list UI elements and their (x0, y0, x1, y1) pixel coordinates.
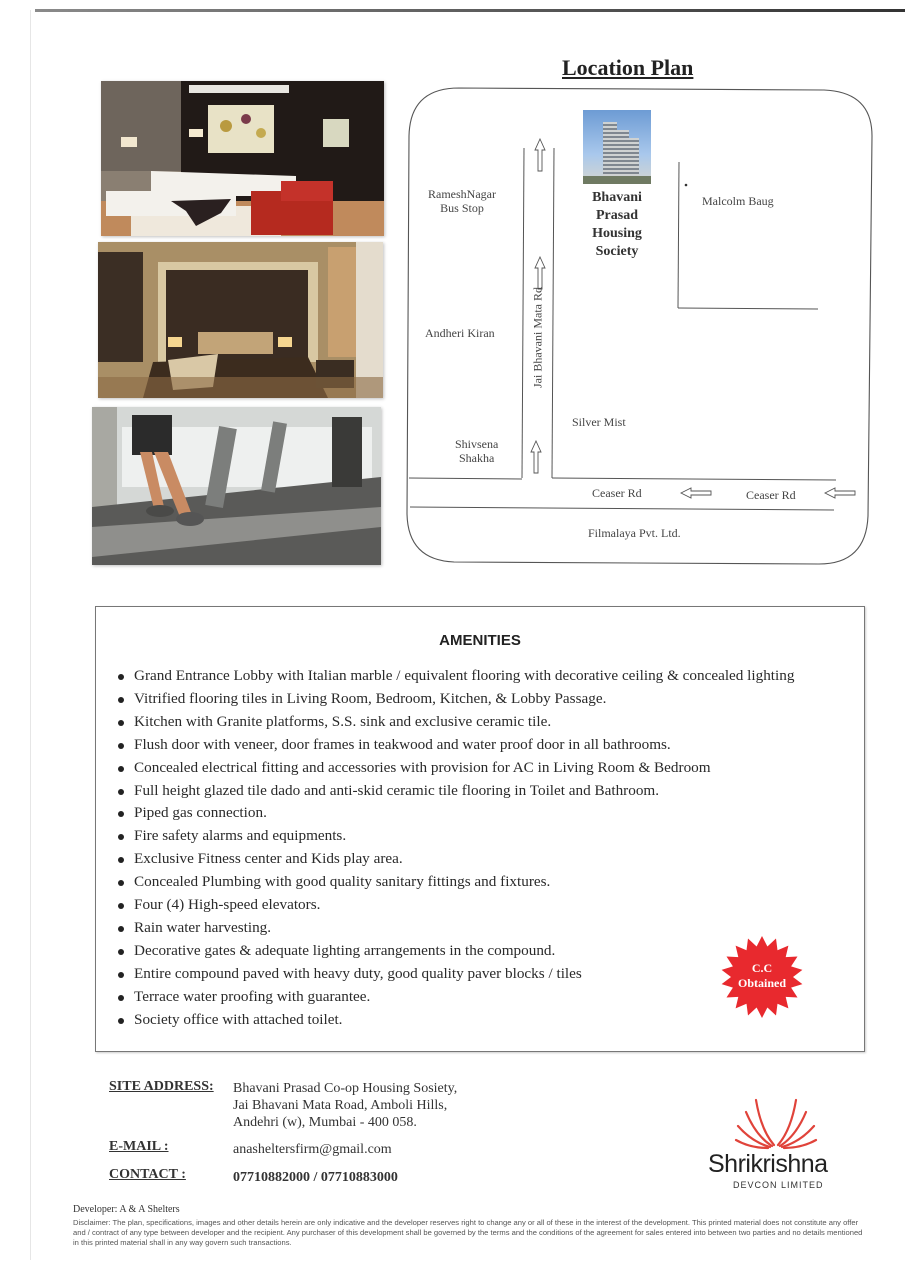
landmark-shivsena-shakha (455, 437, 498, 465)
landmark-silver-mist: Silver Mist (572, 415, 626, 429)
contact-label: CONTACT : (109, 1167, 186, 1182)
site-address-label: SITE ADDRESS: (109, 1079, 214, 1094)
landmark-line: RameshNagar (428, 187, 496, 201)
cc-obtained-badge (720, 961, 804, 991)
page-scan-edge (30, 10, 31, 1260)
amenities-title: AMENITIES (439, 632, 521, 649)
address-line: Jai Bhavani Mata Road, Amboli Hills, (233, 1098, 448, 1113)
amenity-item: Four (4) High-speed elevators. (114, 894, 794, 917)
amenity-item: Kitchen with Granite platforms, S.S. sink and exclusive ceramic tile. (114, 711, 794, 734)
arrow-left-icon (680, 487, 712, 499)
amenity-item: Decorative gates & adequate lighting arrangements in the compound. (114, 940, 794, 963)
amenity-item: Fire safety alarms and equipments. (114, 825, 794, 848)
badge-line: Obtained (737, 976, 786, 990)
contact-phones[interactable]: 07710882000 / 07710883000 (233, 1170, 398, 1185)
amenity-item: Entire compound paved with heavy duty, good quality paver blocks / tiles (114, 963, 794, 986)
tower (629, 138, 639, 178)
bedroom-photo (98, 242, 383, 398)
landmark-rameshnagar (428, 187, 496, 215)
ground (583, 176, 651, 184)
living-room-photo (101, 81, 384, 236)
logo-subtitle: DEVCON LIMITED (733, 1180, 824, 1190)
developer-line: Developer: A & A Shelters (73, 1204, 180, 1215)
amenities-list (114, 665, 794, 1032)
address-line: Andehri (w), Mumbai - 400 058. (233, 1115, 417, 1130)
amenity-item: Grand Entrance Lobby with Italian marble / equivalent flooring with decorative ceiling & concealed lighting (114, 665, 794, 688)
gym-treadmill-photo (92, 407, 381, 565)
location-plan-title: Location Plan (562, 55, 694, 80)
amenity-item: Full height glazed tile dado and anti-skid ceramic tile flooring in Toilet and Bathroom. (114, 780, 794, 803)
arrow-up-icon (534, 138, 546, 172)
arrow-up-icon (530, 440, 542, 474)
badge-line: C.C (751, 961, 773, 975)
top-rule (35, 9, 905, 12)
logo-name: Shrikrishna (708, 1150, 828, 1178)
road-ceaser-2: Ceaser Rd (746, 488, 796, 502)
amenity-item: Exclusive Fitness center and Kids play area. (114, 848, 794, 871)
building-name-line: Housing (592, 226, 642, 241)
building-name-line: Society (595, 244, 639, 259)
amenity-item: Flush door with veneer, door frames in teakwood and water proof door in all bathrooms. (114, 734, 794, 757)
amenity-item: Piped gas connection. (114, 802, 794, 825)
amenity-item: Vitrified flooring tiles in Living Room, Bedroom, Kitchen, & Lobby Passage. (114, 688, 794, 711)
amenity-item: Concealed Plumbing with good quality sanitary fittings and fixtures. (114, 871, 794, 894)
landmark-malcolm-baug: Malcolm Baug (702, 194, 774, 208)
arrow-left-icon (824, 487, 856, 499)
amenity-item: Terrace water proofing with guarantee. (114, 986, 794, 1009)
landmark-line: Bus Stop (440, 201, 484, 215)
building-name-line: Prasad (596, 208, 638, 223)
email-label: E-MAIL : (109, 1139, 169, 1154)
address-line: Bhavani Prasad Co-op Housing Sosiety, (233, 1081, 458, 1096)
landmark-line: Shakha (459, 451, 495, 465)
building-name-line: Bhavani (592, 190, 642, 205)
building-photo (583, 110, 651, 184)
disclaimer: Disclaimer: The plan, specifications, images and other details herein are only indicative and the developer reserves right to change any or all of these in the interest of the development. This printed material does not constitute any offer and / contract of any type between developer and the recipient. Any purchaser of this development shall be governed by the terms and the conditions of the agreement for sales entered into between two parties and no details mentioned in this printed material shall in any way govern such transactions. (73, 1218, 863, 1247)
landmark-andheri-kiran: Andheri Kiran (425, 326, 495, 340)
landmark-filmalaya: Filmalaya Pvt. Ltd. (588, 526, 681, 540)
landmark-line: Shivsena (455, 437, 499, 451)
road-ceaser-1: Ceaser Rd (592, 486, 642, 500)
tower (617, 130, 629, 178)
building-name (585, 189, 649, 261)
site-address (233, 1080, 457, 1131)
amenity-item: Society office with attached toilet. (114, 1009, 794, 1032)
road-jai-bhavani-mata: Jai Bhavani Mata Rd (530, 287, 545, 388)
email-value[interactable]: anasheltersfirm@gmail.com (233, 1142, 392, 1157)
amenity-item: Concealed electrical fitting and accessories with provision for AC in Living Room & Bedroom (114, 757, 794, 780)
tower (603, 122, 617, 178)
amenity-item: Rain water harvesting. (114, 917, 794, 940)
